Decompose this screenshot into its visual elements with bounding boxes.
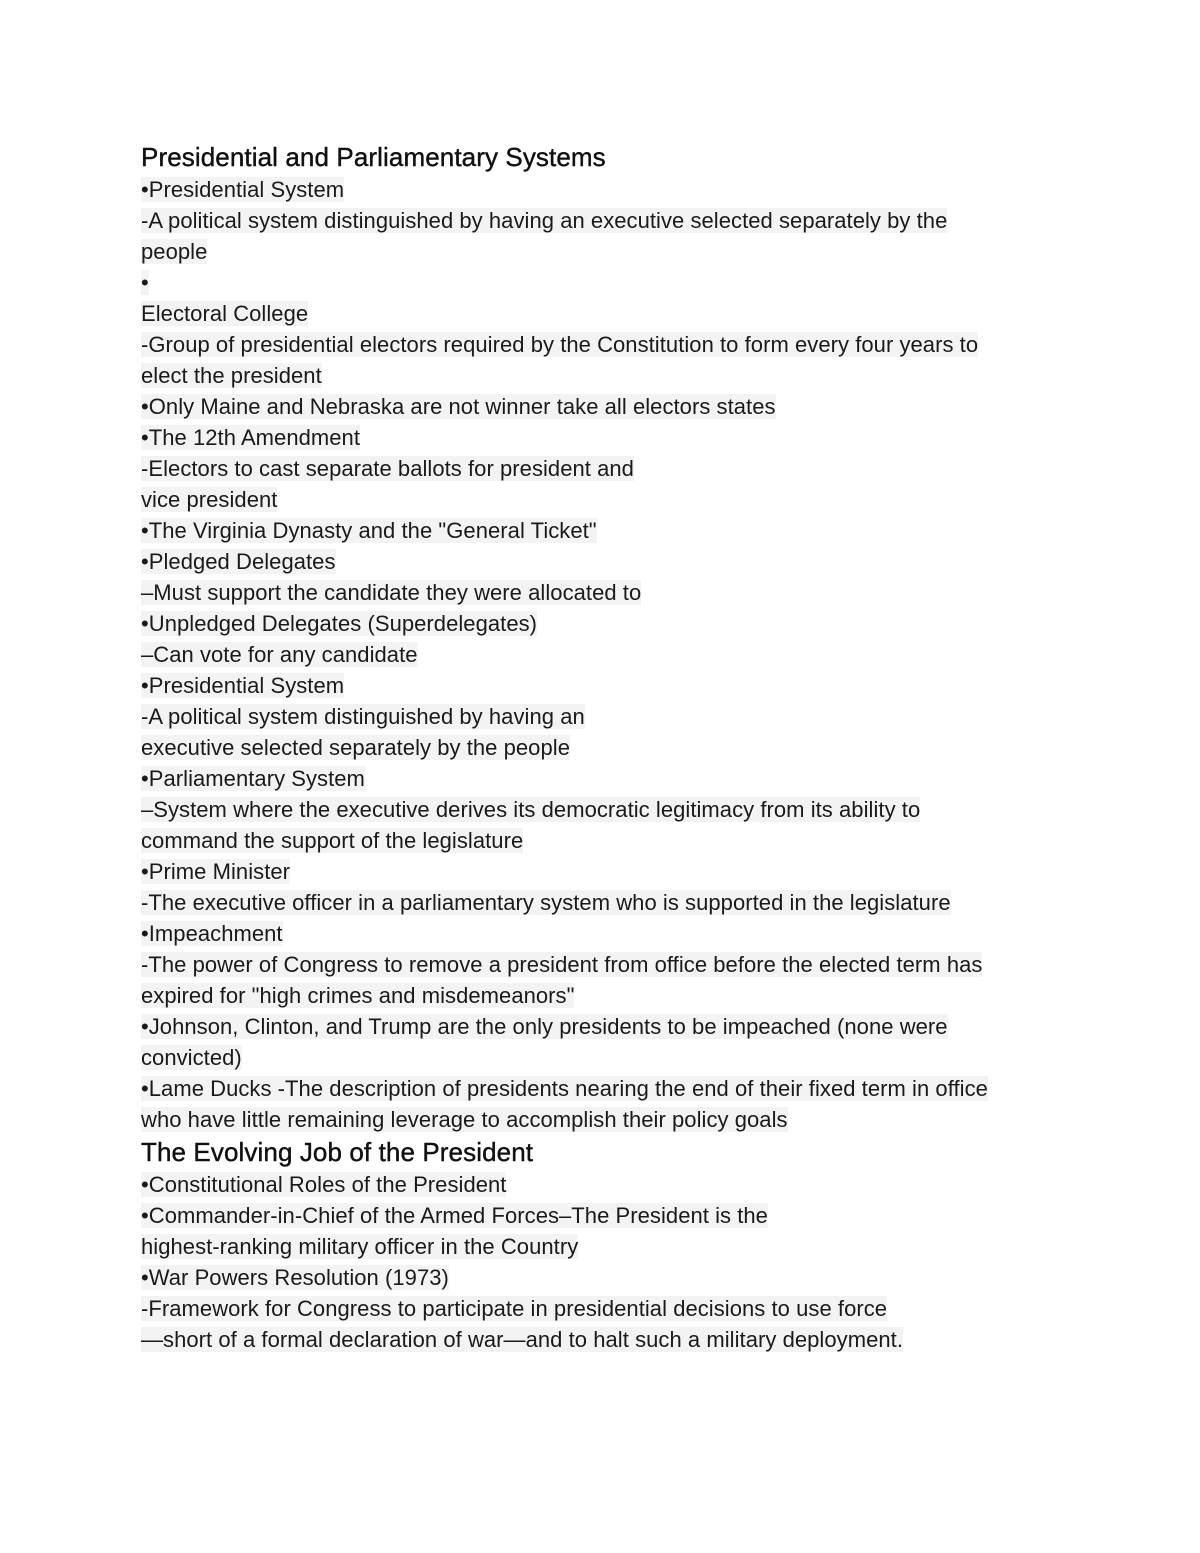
text-line (141, 329, 1101, 360)
text-line (141, 515, 1101, 546)
text-line (141, 267, 1101, 298)
text-line-content: who have little remaining leverage to accomplish their policy goals (141, 1107, 788, 1132)
text-line (141, 546, 1101, 577)
text-line (141, 484, 1101, 515)
text-line (141, 1324, 1101, 1355)
text-line-content: -The executive officer in a parliamentary system who is supported in the legislature (141, 890, 951, 915)
text-line-content: convicted) (141, 1045, 242, 1070)
text-line-content: •The 12th Amendment (141, 425, 361, 450)
text-line-content: elect the president (141, 363, 322, 388)
text-line-content: command the support of the legislature (141, 828, 524, 853)
text-line (141, 422, 1101, 453)
text-line (141, 980, 1101, 1011)
text-line-content: -Framework for Congress to participate in presidential decisions to use force (141, 1296, 888, 1321)
text-line (141, 1262, 1101, 1293)
text-line-content: •Constitutional Roles of the President (141, 1172, 507, 1197)
text-line-content: –System where the executive derives its democratic legitimacy from its ability to (141, 797, 921, 822)
text-line-content: -A political system distinguished by having an executive selected separately by the (141, 208, 948, 233)
text-line-content: —short of a formal declaration of war—and to halt such a military deployment. (141, 1327, 903, 1352)
section-heading: Presidential and Parliamentary Systems (141, 142, 606, 172)
text-line (141, 763, 1101, 794)
text-line (141, 918, 1101, 949)
text-line (141, 949, 1101, 980)
text-line-content: •Unpledged Delegates (Superdelegates) (141, 611, 538, 636)
text-line (141, 1104, 1101, 1135)
text-line-content: -Electors to cast separate ballots for president and (141, 456, 634, 481)
text-line (141, 732, 1101, 763)
section-heading: The Evolving Job of the President (141, 1137, 534, 1167)
text-line (141, 825, 1101, 856)
text-line-content: •Presidential System (141, 673, 345, 698)
text-line-content: •Johnson, Clinton, and Trump are the only presidents to be impeached (none were (141, 1014, 948, 1039)
text-line-content: –Can vote for any candidate (141, 642, 418, 667)
text-line-content: -Group of presidential electors required by the Constitution to form every four years to (141, 332, 979, 357)
text-line-content: –Must support the candidate they were allocated to (141, 580, 642, 605)
text-line (141, 701, 1101, 732)
text-line (141, 391, 1101, 422)
document-page (141, 140, 1101, 1355)
text-line (141, 205, 1101, 236)
text-line-content: •Pledged Delegates (141, 549, 336, 574)
text-line (141, 1073, 1101, 1104)
text-line-content: • (141, 270, 149, 295)
text-line-content: •Commander-in-Chief of the Armed Forces–The President is the (141, 1203, 768, 1228)
text-line (141, 1042, 1101, 1073)
text-line (141, 453, 1101, 484)
text-line (141, 236, 1101, 267)
text-line-content: •Prime Minister (141, 859, 291, 884)
text-line-content: •Presidential System (141, 177, 345, 202)
text-line (141, 360, 1101, 391)
text-line (141, 794, 1101, 825)
text-line-content: highest-ranking military officer in the Country (141, 1234, 579, 1259)
text-line (141, 298, 1101, 329)
text-line (141, 856, 1101, 887)
text-line-content: Electoral College (141, 301, 309, 326)
text-line (141, 608, 1101, 639)
text-line-content: •Impeachment (141, 921, 283, 946)
text-line (141, 1293, 1101, 1324)
text-line (141, 639, 1101, 670)
text-line-content: people (141, 239, 208, 264)
text-line (141, 1169, 1101, 1200)
text-line-content: expired for "high crimes and misdemeanors" (141, 983, 575, 1008)
text-line-content: •The Virginia Dynasty and the "General Ticket" (141, 518, 597, 543)
text-line (141, 670, 1101, 701)
text-line-content: •War Powers Resolution (1973) (141, 1265, 449, 1290)
text-line-content: •Lame Ducks -The description of presidents nearing the end of their fixed term in office (141, 1076, 988, 1101)
text-line-content: executive selected separately by the people (141, 735, 570, 760)
text-line (141, 1200, 1101, 1231)
text-line (141, 1011, 1101, 1042)
section-body (141, 1169, 1101, 1355)
text-line (141, 174, 1101, 205)
text-line (141, 887, 1101, 918)
text-line (141, 1231, 1101, 1262)
text-line-content: -A political system distinguished by having an (141, 704, 585, 729)
text-line-content: -The power of Congress to remove a president from office before the elected term has (141, 952, 983, 977)
text-line-content: •Parliamentary System (141, 766, 365, 791)
section-body (141, 174, 1101, 1135)
text-line (141, 577, 1101, 608)
text-line-content: •Only Maine and Nebraska are not winner take all electors states (141, 394, 776, 419)
text-line-content: vice president (141, 487, 278, 512)
